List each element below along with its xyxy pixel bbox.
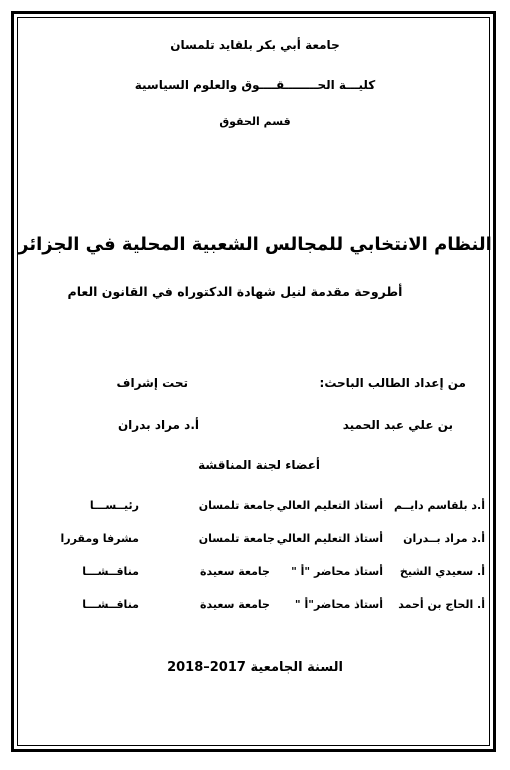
member-role: مناقــشـــا — [82, 565, 139, 578]
academic-year: السنة الجامعية 2017–2018 — [167, 660, 343, 675]
member-name: أ.د بلقاسم دايــم — [393, 499, 485, 512]
member-name: أ. الحاج بن أحمد — [398, 598, 485, 611]
member-institution: جامعة سعيدة — [200, 565, 270, 578]
university-name: جامعة أبي بكر بلقايد تلمسان — [170, 38, 340, 52]
member-institution: جامعة سعيدة — [200, 598, 270, 611]
member-rank: أستاذ التعليم العالي — [276, 499, 383, 512]
member-institution: جامعة تلمسان — [198, 499, 275, 512]
department-name: قسم الحقوق — [219, 115, 291, 128]
member-role: مناقــشـــا — [82, 598, 139, 611]
supervision-label: تحت إشراف — [116, 376, 188, 390]
member-name: أ. سعيدي الشيخ — [399, 565, 485, 578]
committee-heading: أعضاء لجنة المناقشة — [198, 458, 320, 472]
member-name: أ.د مراد بــدران — [403, 532, 485, 545]
student-name: بن علي عبد الحميد — [342, 418, 453, 432]
member-rank: أستاذ محاضر "أ " — [291, 565, 383, 578]
thesis-title: النظام الانتخابي للمجالس الشعبية المحلية في الجزائر — [18, 234, 492, 255]
member-role: مشرفا ومقررا — [60, 532, 139, 545]
member-rank: أستاذ محاضر"أ " — [294, 598, 383, 611]
member-role: رئيــســـا — [89, 499, 139, 512]
member-rank: أستاذ التعليم العالي — [276, 532, 383, 545]
faculty-name: كليـــة الحــــــــقــــوق والعلوم السياسية — [134, 78, 376, 92]
supervisor-name: أ.د مراد بدران — [117, 418, 199, 432]
thesis-subtitle: أطروحة مقدمة لنيل شهادة الدكتوراه في القانون العام — [67, 284, 403, 299]
prepared-by-label: من إعداد الطالب الباحث: — [319, 376, 466, 390]
member-institution: جامعة تلمسان — [198, 532, 275, 545]
